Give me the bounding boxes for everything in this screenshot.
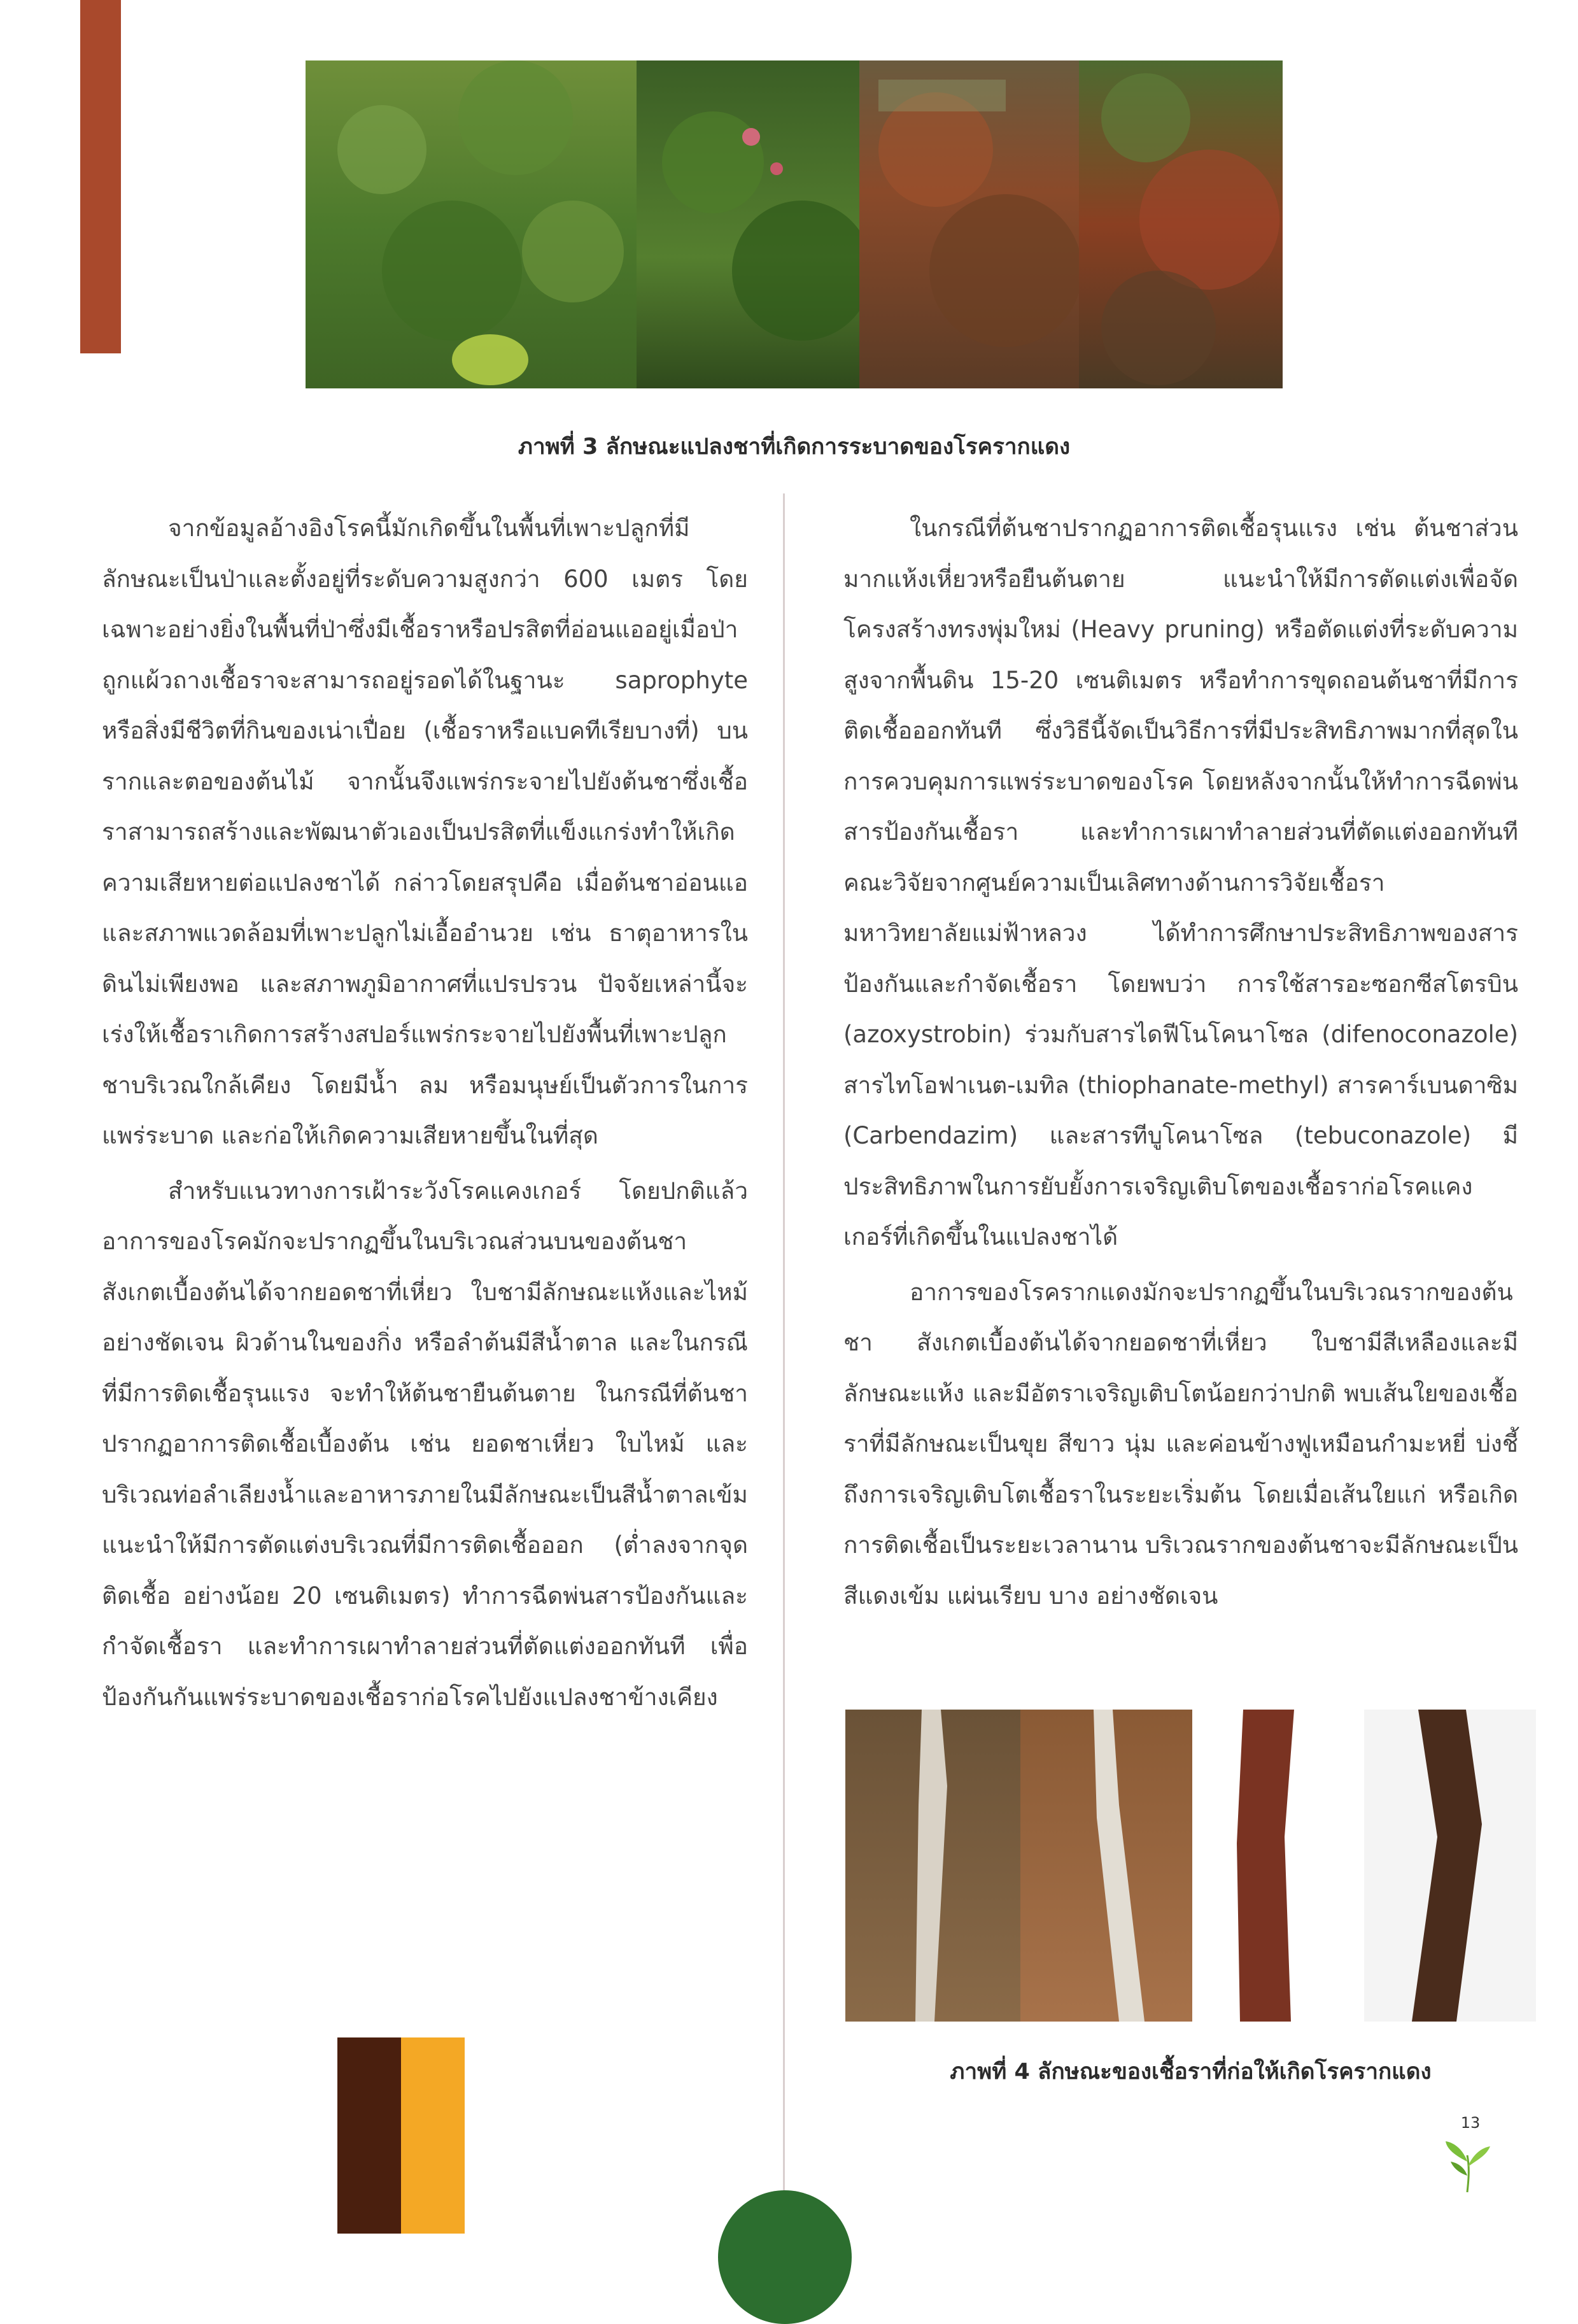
figure-4-caption: ภาพที่ 4 ลักษณะของเชื้อราที่ก่อให้เกิดโรครากแดง <box>950 2059 1432 2085</box>
figure-3-caption: ภาพที่ 3 ลักษณะแปลงชาที่เกิดการระบาดของโรครากแดง <box>518 434 1071 460</box>
red-leaf-tea-panel <box>1079 60 1283 388</box>
dark-root-closeup-panel <box>1364 1710 1536 2022</box>
left-paragraph-1: จากข้อมูลอ้างอิงโรคนี้มักเกิดขึ้นในพื้นที่เพาะปลูกที่มีลักษณะเป็นป่าและตั้งอยู่ที่ระดับความสูงกว่า 600 เมตร โดยเฉพาะอย่างยิ่งในพื้นที่ป่าซึ่งมีเชื้อราหรือปรสิตที่อ่อนแออยู่เมื่อป่าถูกแผ้วถางเชื้อราจะสามารถอยู่รอดได้ในฐานะ saprophyte หรือสิ่งมีชีวิตที่กินของเน่าเปื่อย (เชื้อราหรือแบคทีเรียบางที่) บนรากและตอของต้นไม้ จากนั้นจึงแพร่กระจายไปยังต้นชาซึ่งเชื้อราสามารถสร้างและพัฒนาตัวเองเป็นปรสิตที่แข็งแกร่งทำให้เกิดความเสียหายต่อแปลงชาได้ กล่าวโดยสรุปคือ เมื่อต้นชาอ่อนแอ และสภาพแวดล้อมที่เพาะปลูกไม่เอื้ออำนวย เช่น ธาตุอาหารในดินไม่เพียงพอ และสภาพภูมิอากาศที่แปรปรวน ปัจจัยเหล่านี้จะเร่งให้เชื้อราเกิดการสร้างสปอร์แพร่กระจายไปยังพื้นที่เพาะปลูกชาบริเวณใกล้เคียง โดยมีน้ำ ลม หรือมนุษย์เป็นตัวการในการแพร่ระบาด และก่อให้เกิดความเสียหายขึ้นในที่สุด <box>102 514 748 1149</box>
exposed-root-panel <box>1020 1710 1192 2022</box>
right-paragraph-1: ในกรณีที่ต้นชาปรากฏอาการติดเชื้อรุนแรง เช่น ต้นชาส่วนมากแห้งเหี่ยวหรือยืนต้นตาย แนะนำให้มีการตัดแต่งเพื่อจัดโครงสร้างทรงพุ่มใหม่ (Heavy pruning) หรือตัดแต่งที่ระดับความสูงจากพื้นดิน 15-20 เซนติเมตร หรือทำการขุดถอนต้นชาที่มีการติดเชื้อออกทันที ซึ่งวิธีนี้จัดเป็นวิธีการที่มีประสิทธิภาพมากที่สุดในการควบคุมการแพร่ระบาดของโรค โดยหลังจากนั้นให้ทำการฉีดพ่นสารป้องกันเชื้อรา และทำการเผาทำลายส่วนที่ตัดแต่งออกทันที คณะวิจัยจากศูนย์ความเป็นเลิศทางด้านการวิจัยเชื้อรา มหาวิทยาลัยแม่ฟ้าหลวง ได้ทำการศึกษาประสิทธิภาพของสารป้องกันและกำจัดเชื้อรา โดยพบว่า การใช้สารอะซอกซีสโตรบิน (azoxystrobin) ร่วมกับสารไดฟีโนโคนาโซล (difenoconazole) สารไทโอฟาเนต-เมทิล (thiophanate-methyl) สารคาร์เบนดาซิม (Carbendazim) และสารทีบูโคนาโซล (tebuconazole) มีประสิทธิภาพในการยับยั้งการเจริญเติบโตของเชื้อราก่อโรคแคงเกอร์ที่เกิดขึ้นในแปลงชาได้ <box>843 514 1518 1251</box>
left-text-column <box>102 503 748 1727</box>
top-accent-bar <box>80 0 121 353</box>
tea-bush-panel <box>637 60 872 388</box>
bottom-green-circle <box>718 2190 852 2324</box>
left-paragraph-2: สำหรับแนวทางการเฝ้าระวังโรคแคงเกอร์ โดยปกติแล้วอาการของโรคมักจะปรากฏขึ้นในบริเวณส่วนบนของต้นชา สังเกตเบื้องต้นได้จากยอดชาที่เหี่ยว ใบชามีลักษณะแห้งและไหม้อย่างชัดเจน ผิวด้านในของกิ่ง หรือลำต้นมีสีน้ำตาล และในกรณีที่มีการติดเชื้อรุนแรง จะทำให้ต้นชายืนต้นตาย ในกรณีที่ต้นชาปรากฏอาการติดเชื้อเบื้องต้น เช่น ยอดชาเหี่ยว ใบไหม้ และบริเวณท่อลำเลียงน้ำและอาหารภายในมีลักษณะเป็นสีน้ำตาลเข้ม แนะนำให้มีการตัดแต่งบริเวณที่มีการติดเชื้อออก (ต่ำลงจากจุดติดเชื้อ อย่างน้อย 20 เซนติเมตร) ทำการฉีดพ่นสารป้องกันและกำจัดเชื้อรา และทำการเผาทำลายส่วนที่ตัดแต่งออกทันที เพื่อป้องกันกันแพร่ระบาดของเชื้อราก่อโรคไปยังแปลงชาข้างเคียง <box>102 1177 748 1711</box>
figure-4-image <box>845 1710 1536 2022</box>
tea-leaf-icon <box>1442 2136 1493 2193</box>
bottom-accent-bar-dark <box>337 2037 401 2234</box>
root-in-soil-panel <box>845 1710 1020 2022</box>
dried-tea-panel <box>859 60 1082 388</box>
bottom-accent-bar-gold <box>401 2037 465 2234</box>
page-number: 13 <box>1460 2114 1481 2132</box>
column-divider <box>783 493 785 2234</box>
figure-3-image <box>306 60 1283 388</box>
healthy-tea-plot-panel <box>306 60 637 388</box>
right-paragraph-2: อาการของโรครากแดงมักจะปรากฏขึ้นในบริเวณรากของต้นชา สังเกตเบื้องต้นได้จากยอดชาที่เหี่ยว ใบชามีสีเหลืองและมีลักษณะแห้ง และมีอัตราเจริญเติบโตน้อยกว่าปกติ พบเส้นใยของเชื้อราที่มีลักษณะเป็นขุย สีขาว นุ่ม และค่อนข้างฟูเหมือนกำมะหยี่ บ่งชี้ถึงการเจริญเติบโตเชื้อราในระยะเริ่มต้น โดยเมื่อเส้นใยแก่ หรือเกิดการติดเชื้อเป็นระยะเวลานาน บริเวณรากของต้นชาจะมีลักษณะเป็นสีแดงเข้ม แผ่นเรียบ บาง อย่างชัดเจน <box>843 1278 1518 1610</box>
right-text-column <box>843 503 1518 1626</box>
red-root-closeup-panel <box>1192 1710 1364 2022</box>
